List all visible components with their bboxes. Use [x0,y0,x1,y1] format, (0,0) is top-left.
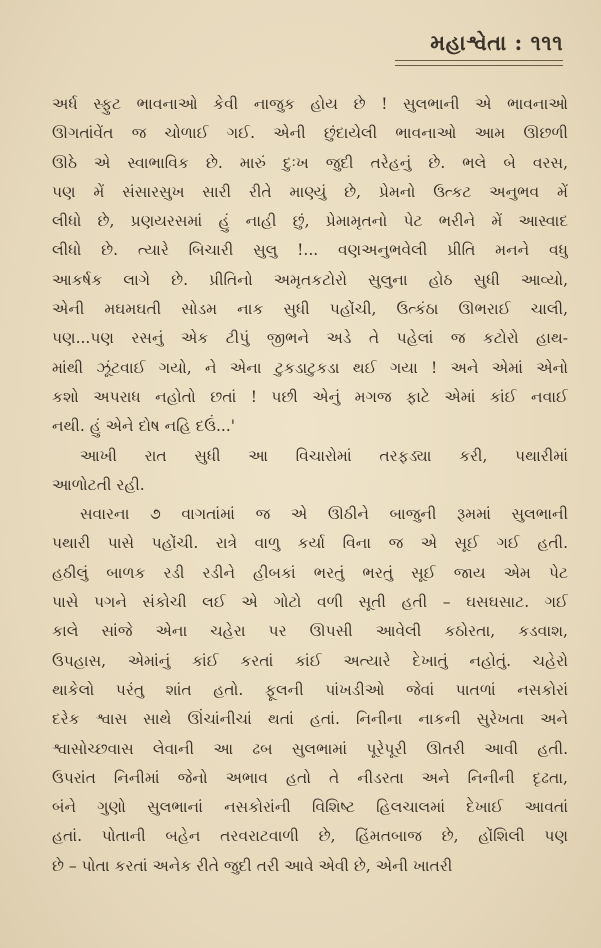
text-line: છે – પોતા કરતાં અનેક રીતે જુદી તરી આવે એવી છે, એની ખાતરી [52,856,453,875]
text-line: ઊઠે એ સ્વાભાવિક છે. મારું દુઃખ જુદી તરેહનું છે. ભલે બે વરસ, [52,153,568,172]
text-line: લીધો છે. ત્યારે બિચારી સુલુ !... વણઅનુભવેલી પ્રીતિ મનને વધુ [52,241,568,260]
text-line: થાકેલો પરંતુ શાંત હતો. ફૂલની પાંખડીઓ જેવાં પાતળાં નસકોરાં [52,680,568,699]
running-head: મહાશ્વેતા : ૧૧૧ [430,30,563,55]
text-line: પાસે પગને સંકોચી લઈ એ ગોટો વળી સૂતી હતી – ઘસઘસાટ. ગઈ [52,593,568,612]
text-line: માંથી ઝૂંટવાઈ ગયો, ને એના ટુકડાટુકડા થઈ ગયા ! અને એમાં એનો [52,358,568,377]
text-line: દરેક શ્વાસ સાથે ઊંચાંનીચાં થતાં હતાં. નિનીના નાકની સુરેખતા અને [52,710,568,729]
text-line: બંને ગુણો સુલભાનાં નસકોરાંની વિશિષ્ટ હિલચાલમાં દેખાઈ આવતાં [52,798,568,817]
text-line: હતાં. પોતાની બહેન તરવરાટવાળી છે, હિંમતબાજ છે, હોંશિલી પણ [52,827,568,846]
text-line: આખી રાત સુધી આ વિચારોમાં તરફડ્યા કરી, પથારીમાં [80,446,568,465]
text-line: શ્વાસોચ્છવાસ લેવાની આ ઢબ સુલભામાં પૂરેપૂરી ઊતરી આવી હતી. [52,739,568,758]
text-line: નથી. હું એને દોષ નહિ દઉં...' [52,417,236,436]
text-line: સવારના ૭ વાગતાંમાં જ એ ઊઠીને બાજુની રૂમમાં સુલભાની [80,505,568,524]
text-line: કાલે સાંજે એના ચહેરા પર ઊપસી આવેલી કઠોરતા, કડવાશ, [52,622,568,641]
text-line: કશો અપરાધ નહોતો છતાં ! પછી એનું મગજ ફાટે એમાં કાંઈ નવાઈ [52,387,568,406]
text-line: આકર્ષક લાગે છે. પ્રીતિનો અમૃતકટોરો સુલુના હોઠ સુધી આવ્યો, [52,270,568,289]
text-line: આળોટતી રહી. [52,475,145,494]
text-line: અર્ધ સ્ફુટ ભાવનાઓ કેવી નાજુક હોય છે ! સુલભાની એ ભાવનાઓ [52,95,568,113]
body-text [52,90,568,881]
text-line: ઊગતાંવેંત જ ચોળાઈ ગઈ. એની છુંદાયેલી ભાવનાઓ આમ ઊછળી [52,124,568,143]
paragraph [52,500,568,881]
text-line: લીધો છે, પ્રણયરસમાં હું નાહી છું, પ્રેમામૃતનો પેટ ભરીને મેં આસ્વાદ [52,212,568,231]
text-line: પણ મેં સંસારસુખ સારી રીતે માણ્યું છે, પ્રેમનો ઉત્કટ અનુભવ મેં [52,182,568,201]
text-line: હઠીલું બાળક રડી રડીને હીબકાં ભરતું ભરતું સૂઈ જાય એમ પેટ [52,563,568,582]
text-line: એની મઘમઘતી સોડમ નાક સુધી પહોંચી, ઉત્કંઠા ઊભરાઈ ચાલી, [52,300,568,319]
paragraph [52,442,568,501]
text-line: પણ...પણ રસનું એક ટીપું જીભને અડે તે પહેલાં જ કટોરો હાથ- [52,329,568,348]
text-line: ઉપહાસ, એમાંનું કાંઈ કરતાં કાંઈ અત્યારે દેખાતું નહોતું. ચહેરો [52,651,568,670]
text-line: ઉપરાંત નિનીમાં જેનો અભાવ હતો તે નીડરતા અને નિનીની દૃઢતા, [52,768,568,787]
header-rule [395,60,563,66]
page-header [395,30,563,66]
paragraph [52,90,568,442]
text-line: પથારી પાસે પહોંચી. રાત્રે વાળુ કર્યા વિના જ એ સૂઈ ગઈ હતી. [52,534,568,553]
